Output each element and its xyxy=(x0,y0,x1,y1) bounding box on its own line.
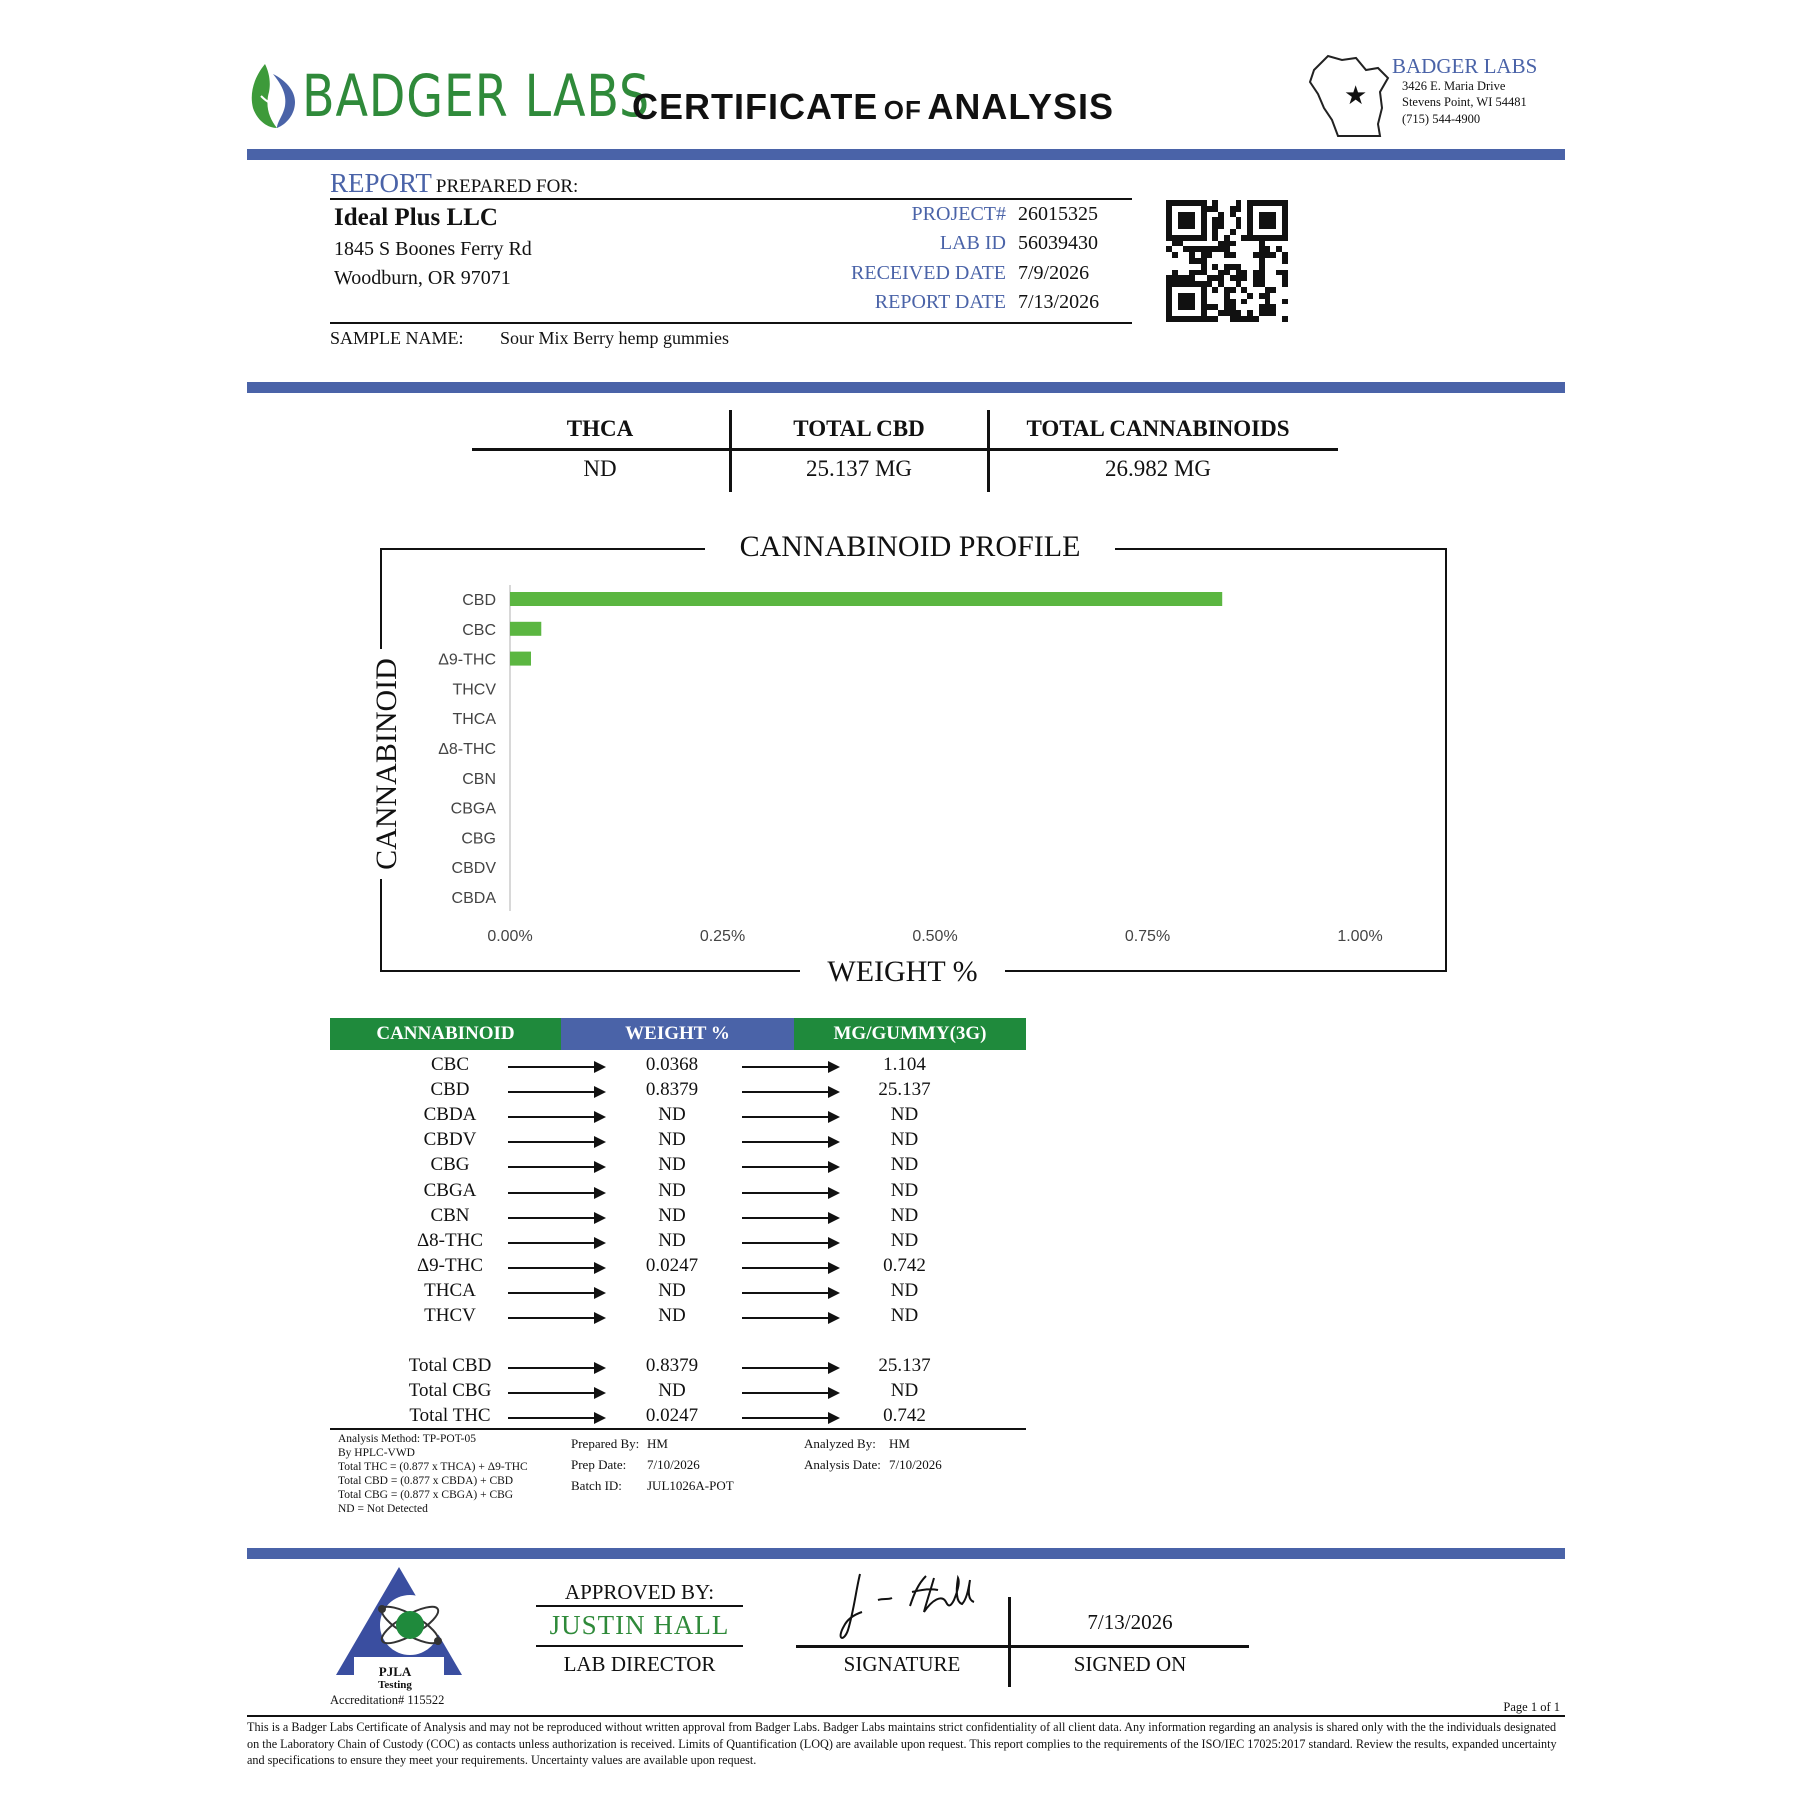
x-tick-label: 0.00% xyxy=(487,928,533,945)
table-row xyxy=(330,1104,1030,1129)
x-tick-label: 0.25% xyxy=(699,928,746,945)
report-date-value: 7/13/2026 xyxy=(1018,291,1100,313)
row-cannabinoid: CBN xyxy=(430,1204,470,1226)
table-row xyxy=(330,1280,1030,1305)
row-mg: ND xyxy=(890,1279,919,1301)
lab-phone: (715) 544-4900 xyxy=(1402,112,1481,126)
row-mg: ND xyxy=(890,1129,919,1151)
brand-wordmark: BADGER LABS xyxy=(302,62,650,130)
labid-value: 56039430 xyxy=(1018,232,1098,254)
received-date-value: 7/9/2026 xyxy=(1018,262,1090,284)
arrow-icon xyxy=(508,1267,604,1269)
row-weight: 0.0247 xyxy=(645,1254,699,1276)
cannabinoid-profile-chart xyxy=(380,548,1447,972)
analysis-details: Analyzed By: HM Analysis Date: 7/10/2026 xyxy=(804,1436,942,1472)
table-row xyxy=(330,1305,1030,1330)
arrow-icon xyxy=(742,1417,838,1419)
arrow-icon xyxy=(508,1392,604,1394)
arrow-icon xyxy=(508,1166,604,1168)
accreditation-number: Accreditation# 115522 xyxy=(330,1693,445,1707)
row-cannabinoid: CBD xyxy=(430,1079,470,1101)
chart-xlabel: WEIGHT % xyxy=(800,955,1005,989)
section-divider xyxy=(247,382,1565,393)
row-weight: ND xyxy=(658,1279,686,1301)
row-cannabinoid: Total THC xyxy=(409,1405,491,1426)
table-row xyxy=(330,1154,1030,1179)
table-bottom-rule xyxy=(330,1428,1026,1430)
row-weight: 0.8379 xyxy=(645,1079,699,1101)
arrow-icon xyxy=(742,1166,838,1168)
method-notes: Analysis Method: TP-POT-05 By HPLC-VWD Total THC = (0.877 x THCA) + Δ9-THC Total CBD = (0.877 x CBDA) + CBD Total CBG = (0.877 x CBGA) + CBG ND = Not Detected xyxy=(338,1433,528,1515)
row-weight: ND xyxy=(658,1229,686,1251)
arrow-icon xyxy=(742,1242,838,1244)
arrow-icon xyxy=(742,1217,838,1219)
row-weight: ND xyxy=(658,1204,686,1226)
row-cannabinoid: CBDV xyxy=(423,1129,477,1151)
arrow-icon xyxy=(508,1116,604,1118)
approver-title: LAB DIRECTOR xyxy=(563,1652,716,1676)
arrow-icon xyxy=(508,1242,604,1244)
y-tick-label: THCA xyxy=(452,711,496,729)
arrow-icon xyxy=(508,1417,604,1419)
table-row xyxy=(330,1180,1030,1205)
project-label: PROJECT# xyxy=(911,203,1006,225)
table-row xyxy=(330,1255,1030,1280)
lab-address-1: 3426 E. Maria Drive xyxy=(1402,79,1506,93)
wisconsin-map-icon xyxy=(1308,48,1394,140)
received-date-label: RECEIVED DATE xyxy=(851,262,1006,284)
row-mg: 25.137 xyxy=(878,1079,931,1101)
row-mg: 0.742 xyxy=(883,1405,926,1426)
row-cannabinoid: CBC xyxy=(430,1054,470,1075)
row-cannabinoid: Δ8-THC xyxy=(416,1229,484,1251)
arrow-icon xyxy=(508,1367,604,1369)
arrow-icon xyxy=(508,1141,604,1143)
row-cannabinoid: CBGA xyxy=(423,1179,477,1201)
row-cannabinoid: Total CBD xyxy=(408,1355,492,1376)
signed-date: 7/13/2026 xyxy=(1087,1610,1173,1634)
report-top-rule xyxy=(330,198,1132,200)
labid-label: LAB ID xyxy=(939,232,1006,254)
lab-address-2: Stevens Point, WI 54481 xyxy=(1402,95,1527,109)
row-weight: ND xyxy=(658,1104,686,1126)
arrow-icon xyxy=(742,1292,838,1294)
chart-bar xyxy=(510,652,531,666)
table-header-mg: MG/GUMMY(3G) xyxy=(794,1018,1026,1050)
row-cannabinoid: CBDA xyxy=(423,1104,477,1126)
lab-name: BADGER LABS xyxy=(1392,54,1538,78)
signature-image xyxy=(838,1570,978,1645)
row-mg: ND xyxy=(890,1179,919,1201)
arrow-icon xyxy=(508,1292,604,1294)
row-weight: ND xyxy=(658,1380,686,1401)
arrow-icon xyxy=(742,1116,838,1118)
row-weight: ND xyxy=(658,1179,686,1201)
footer-divider xyxy=(247,1548,1565,1559)
arrow-icon xyxy=(742,1267,838,1269)
summary-rule xyxy=(472,448,1338,451)
arrow-icon xyxy=(508,1317,604,1319)
approver-name: JUSTIN HALL xyxy=(549,1610,730,1640)
summary-thca-value: ND xyxy=(583,456,617,481)
y-tick-label: Δ8-THC xyxy=(438,741,496,758)
row-mg: ND xyxy=(890,1380,919,1401)
row-cannabinoid: Total CBG xyxy=(408,1380,492,1401)
row-weight: ND xyxy=(658,1154,686,1176)
client-name: Ideal Plus LLC xyxy=(334,204,498,231)
signature-label: SIGNATURE xyxy=(843,1652,961,1676)
summary-cbd-label: TOTAL CBD xyxy=(793,416,925,441)
disclaimer-text: This is a Badger Labs Certificate of Analysis and may not be reproduced without written approval from Badger Labs. Badger Labs maintains strict confidentiality of all client data. Any information regarding an analysis is shared only with the the individuals designated on the Laboratory Chain of Custody (COC) as contacts unless authorization is received. Limits of Quantification (LOQ) are available upon request. This report complies to the requirements of the ISO/IEC 17025:2017 standard. Review the results, expanded uncertainty and specifications to ensure they meet your requirements. Uncertainty values are available upon request. xyxy=(247,1720,1557,1767)
row-weight: ND xyxy=(658,1129,686,1151)
summary-total-value: 26.982 MG xyxy=(1104,456,1212,481)
row-cannabinoid: CBG xyxy=(430,1154,470,1176)
chart-title: CANNABINOID PROFILE xyxy=(705,530,1115,564)
y-tick-label: CBDA xyxy=(451,890,496,907)
header-divider xyxy=(247,149,1565,160)
project-value: 26015325 xyxy=(1018,203,1098,225)
table-total-row xyxy=(330,1355,1030,1380)
summary-thca-label: THCA xyxy=(566,416,634,441)
signature-rule xyxy=(796,1645,1249,1648)
y-tick-label: CBDV xyxy=(451,860,496,878)
arrow-icon xyxy=(508,1217,604,1219)
row-weight: ND xyxy=(658,1305,686,1326)
arrow-icon xyxy=(742,1317,838,1319)
row-cannabinoid: THCV xyxy=(424,1305,476,1326)
report-bottom-rule xyxy=(330,322,1132,324)
x-tick-label: 1.00% xyxy=(1337,928,1383,945)
y-tick-label: CBC xyxy=(462,621,496,639)
pjla-line-2: Testing xyxy=(378,1679,412,1691)
qr-code[interactable] xyxy=(1166,200,1288,322)
row-mg: 25.137 xyxy=(878,1355,931,1376)
arrow-icon xyxy=(742,1091,838,1093)
arrow-icon xyxy=(742,1367,838,1369)
arrow-icon xyxy=(742,1066,838,1068)
approved-label: APPROVED BY: xyxy=(564,1580,715,1604)
table-header-cannabinoid: CANNABINOID xyxy=(330,1018,561,1050)
table-row xyxy=(330,1079,1030,1104)
arrow-icon xyxy=(508,1192,604,1194)
report-date-label: REPORT DATE xyxy=(874,291,1006,313)
row-mg: ND xyxy=(890,1204,919,1226)
disclaimer-rule xyxy=(247,1715,1565,1717)
y-tick-label: CBG xyxy=(461,830,496,848)
arrow-icon xyxy=(742,1192,838,1194)
pjla-line-1: PJLA xyxy=(378,1664,412,1679)
table-row xyxy=(330,1054,1030,1079)
prep-details: Prepared By: HM Prep Date: 7/10/2026 Batch ID: JUL1026A-POT xyxy=(571,1436,734,1493)
row-mg: ND xyxy=(890,1154,919,1176)
table-header-weight: WEIGHT % xyxy=(561,1018,794,1050)
x-tick-label: 0.50% xyxy=(912,928,958,945)
client-address-1: 1845 S Boones Ferry Rd xyxy=(334,238,532,260)
arrow-icon xyxy=(508,1091,604,1093)
sample-name-label: SAMPLE NAME: xyxy=(330,328,464,348)
page-number: Page 1 of 1 xyxy=(1503,1700,1560,1714)
row-weight: 0.0247 xyxy=(645,1405,699,1426)
summary-total-label: TOTAL CANNABINOIDS xyxy=(1026,416,1290,441)
table-total-row xyxy=(330,1380,1030,1405)
y-tick-label: THCV xyxy=(452,681,496,699)
document-title: CERTIFICATE OF ANALYSIS xyxy=(632,86,1115,127)
badger-logo-icon xyxy=(247,62,297,130)
report-prepared-for: REPORT PREPARED FOR: xyxy=(330,168,579,198)
client-address-2: Woodburn, OR 97071 xyxy=(334,267,511,289)
row-cannabinoid: THCA xyxy=(424,1279,476,1301)
row-mg: ND xyxy=(890,1229,919,1251)
row-mg: 0.742 xyxy=(883,1254,926,1276)
chart-ylabel: CANNABINOID xyxy=(369,649,405,879)
table-row xyxy=(330,1129,1030,1154)
arrow-icon xyxy=(742,1392,838,1394)
row-mg: ND xyxy=(890,1305,919,1326)
table-row xyxy=(330,1230,1030,1255)
pjla-logo-icon xyxy=(334,1565,464,1677)
x-tick-label: 0.75% xyxy=(1124,928,1171,945)
row-mg: 1.104 xyxy=(883,1054,926,1075)
arrow-icon xyxy=(508,1066,604,1068)
sample-name-value: Sour Mix Berry hemp gummies xyxy=(500,328,729,348)
y-tick-label: CBD xyxy=(462,592,496,609)
y-tick-label: Δ9-THC xyxy=(438,651,496,669)
approved-top-rule xyxy=(536,1605,743,1607)
svg-text:★: ★ xyxy=(1344,81,1368,111)
y-tick-label: CBGA xyxy=(450,800,496,818)
arrow-icon xyxy=(742,1141,838,1143)
row-mg: ND xyxy=(890,1104,919,1126)
summary-cbd-value: 25.137 MG xyxy=(805,456,913,481)
table-row xyxy=(330,1205,1030,1230)
row-weight: 0.8379 xyxy=(645,1355,699,1376)
approved-bottom-rule xyxy=(536,1645,743,1647)
signed-on-label: SIGNED ON xyxy=(1073,1652,1187,1676)
row-cannabinoid: Δ9-THC xyxy=(416,1254,484,1276)
chart-bar xyxy=(510,622,541,636)
chart-bar xyxy=(510,592,1222,606)
row-weight: 0.0368 xyxy=(645,1054,699,1075)
table-total-row xyxy=(330,1405,1030,1430)
y-tick-label: CBN xyxy=(462,770,496,788)
